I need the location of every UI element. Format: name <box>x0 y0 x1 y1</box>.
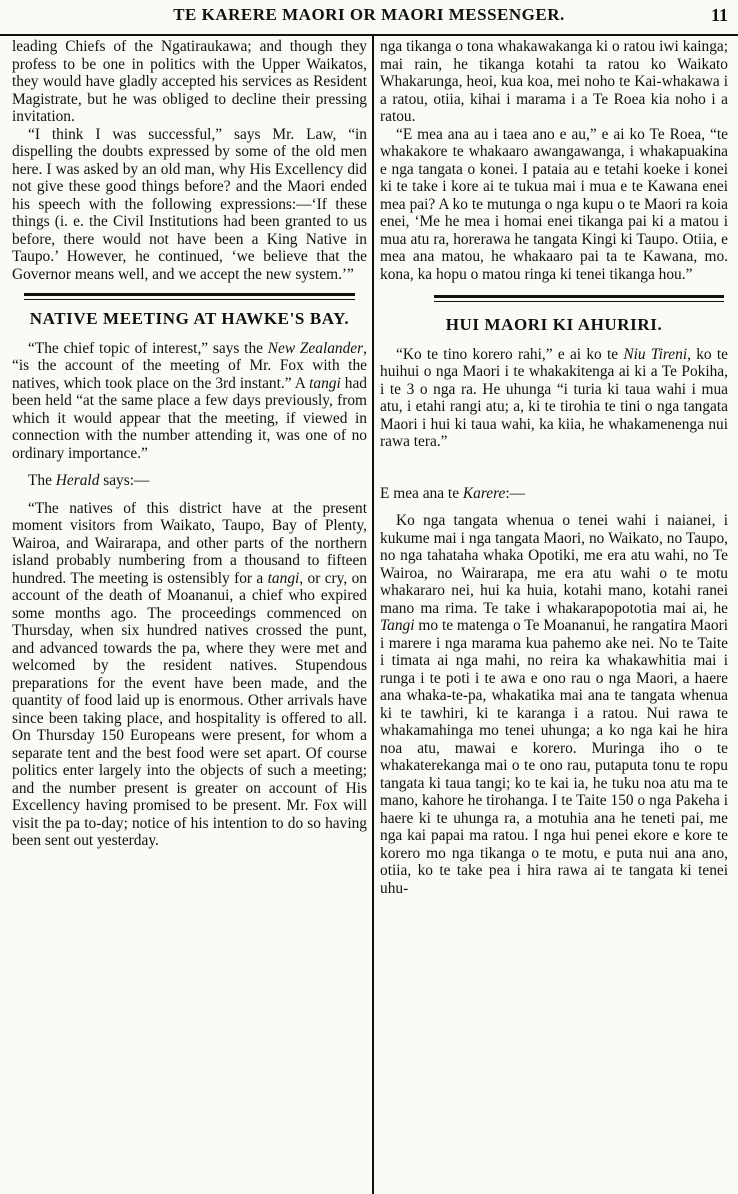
english-column <box>12 38 367 850</box>
paragraph-karere-intro: E mea ana te Karere:— <box>380 484 526 502</box>
page-number: 11 <box>710 5 728 25</box>
article-headline: HUI MAORI KI AHURIRI. <box>445 315 663 334</box>
page-header <box>0 0 738 36</box>
newspaper-name: Herald <box>55 472 100 489</box>
newspaper-name: New Zealander <box>267 339 364 357</box>
paragraph-continued: nga tikanga o tona whakawakanga ki o ratou iwi kainga; mai rain, he tikanga kotahi ta ratou ko Waikato Whakarunga, heoi, kua koa, mei noho te Kai-whakawa i a ratou, otiia, kihai i marama i a Te Roea kia noho i a ratou. <box>380 38 728 125</box>
tangi-term: tangi <box>309 374 341 392</box>
paragraph-continued: leading Chiefs of the Ngatiraukawa; and though they profess to be one in politics with the Upper Waikatos, they would have gladly accepted his services as Resident Magistrate, but he was obliged to decline their pressing invitation. <box>12 38 367 125</box>
paragraph-niu-tireni: “Ko te tino korero rahi,” e ai ko te Niu Tireni, ko te huihui o nga Maori i te whakakitenga ai ki a Te Pokiha, i te 3 o nga ra. He uhunga “i turia ki taua wahi i mua atu, i etahi rangi atu; a, ki te tirohia te tini o nga tangata Maori i hui ki taua wahi, ka kiia, he whakamenenga nui rawa tera.” <box>380 345 728 450</box>
article-headline: NATIVE MEETING AT HAWKE'S BAY. <box>29 309 350 328</box>
newspaper-name: Niu Tireni <box>623 345 688 363</box>
paragraph-karere-quote: Ko nga tangata whenua o tenei wahi i naianei, i kukume mai i nga tangata Maori, no Waikato, no Taupo, no nga tahataha whaka Opotiki, me era atu wahi, no Te Wairoa, no Wairarapa, me era atu wahi o te motu whakararo nei, hui ka huia, kotahi mano, kotahi ranei mano ma rima. Te take i whakarapopototia mai ai, he Tangi mo te matenga o Te Moananui, he rangatira Maori i marere i nga marama kua pahemo ake nei. No te Taite i timata ai nga mahi, no reira ka whakawhitia mai i runga i te poti i te awa e ono rau o nga Maori, a haere ana whaka-te-pa, whakatika mai ana te tangata whenua ki te tawhiri, ki te karanga i a ratou. Nui rawa te whakamahinga mo tenei uhunga; a ko nga kai he hira noa atu, mawai e korero. Muringa iho o te whakaterekanga mai o te ono rau, putaputa tonu te ropu tangata ki taua tangi; ko te kai ia, he tuku noa atu ma te mano, kahore he tirohanga. I te Taite 150 o nga Pakeha i haere ki te uhunga ra, a motuhia ana he teneti pai, me nga kai papai ma ratou. I nga hui penei ekore e kore te korero mo nga tikanga o te motu, e puta nui ana ano, otiia, ko te take pea i hira rawa ai te tangata ki tenei uhu- <box>380 512 728 897</box>
paragraph-herald-quote: “The natives of this district have at the present moment visitors from Waikato, Taupo, Bay of Plenty, Wairoa, and Wairarapa, and other parts of the northern island probably numbering from a thousand to fifteen hundred. The meeting is ostensibly for a tangi, or cry, on account of the death of Moananui, a chief who expired some months ago. The proceedings commenced on Thursday, when six hundred natives crossed the punt, and advanced towards the pa, where they were met and welcomed by the resident natives. Stupendous preparations for the event have been made, and the quantity of food laid up is enormous. Other arrivals have since been taking place, and hospitality is offered to all. On Thursday 150 Europeans were present, for whom a separate tent and the best food were set apart. Of course politics enter largely into the objects of such a meeting; and the number present is greater on account of His Excellency having promised to be present. Mr. Fox will visit the pa to-day; notice of his intention to do so having been sent out yesterday. <box>12 499 368 849</box>
paragraph-te-roea-quote: “E mea ana au i taea ano e au,” e ai ko Te Roea, “te whakakore te whakaaro awangawanga, i whakapuakina e nga tangata o konei. I pataia au e tetahi koeke i konei ki te take i kore ai te tukua mai i mua e te Kawana enei mea pai? A ko te mutunga o nga kupu o te Maori ra koia enei, ‘Me he mea i homai enei tikanga pai ki a matou i mua atu ra, horerawa he tangata Kingi ki Taupo. Otiia, e mea ana matou, he whakaaro pai ta te Kawana, mo. kona, ka hopu o matou ringa ki tenei tikanga hou.” <box>380 125 728 283</box>
newspaper-title: TE KARERE MAORI OR MAORI MESSENGER. <box>173 5 565 24</box>
tangi-term: tangi <box>267 569 300 587</box>
column-divider <box>372 36 374 1194</box>
section-divider <box>434 295 724 302</box>
paragraph-new-zealander: “The chief topic of interest,” says the New Zealander, “is the account of the meeting of Mr. Fox with the natives, which took place on the 3rd instant.” A tangi had been held “at the same place a few days previously, from which it would appear that the meeting, if viewed in connection with the number attending it, was one of no ordinary importance.” <box>12 339 367 462</box>
maori-column <box>380 38 728 897</box>
paragraph-law-quote: “I think I was successful,” says Mr. Law, “in dispelling the doubts expressed by some of the old men here. I was asked by an old man, why His Excellency did not give these good things before? and the Maori ended his speech with the following expressions:—‘If these things (i. e. the Civil Institutions had been granted to us before, there would not have been a King Native in Taupo.’ However, he continued, ‘we believe that the Governor means well, and we accept the new system.’” <box>12 125 367 283</box>
section-divider <box>24 293 355 300</box>
paragraph-herald-intro: The Herald says:— <box>28 472 150 489</box>
newspaper-name: Karere <box>462 484 506 502</box>
tangi-term: Tangi <box>380 617 415 634</box>
